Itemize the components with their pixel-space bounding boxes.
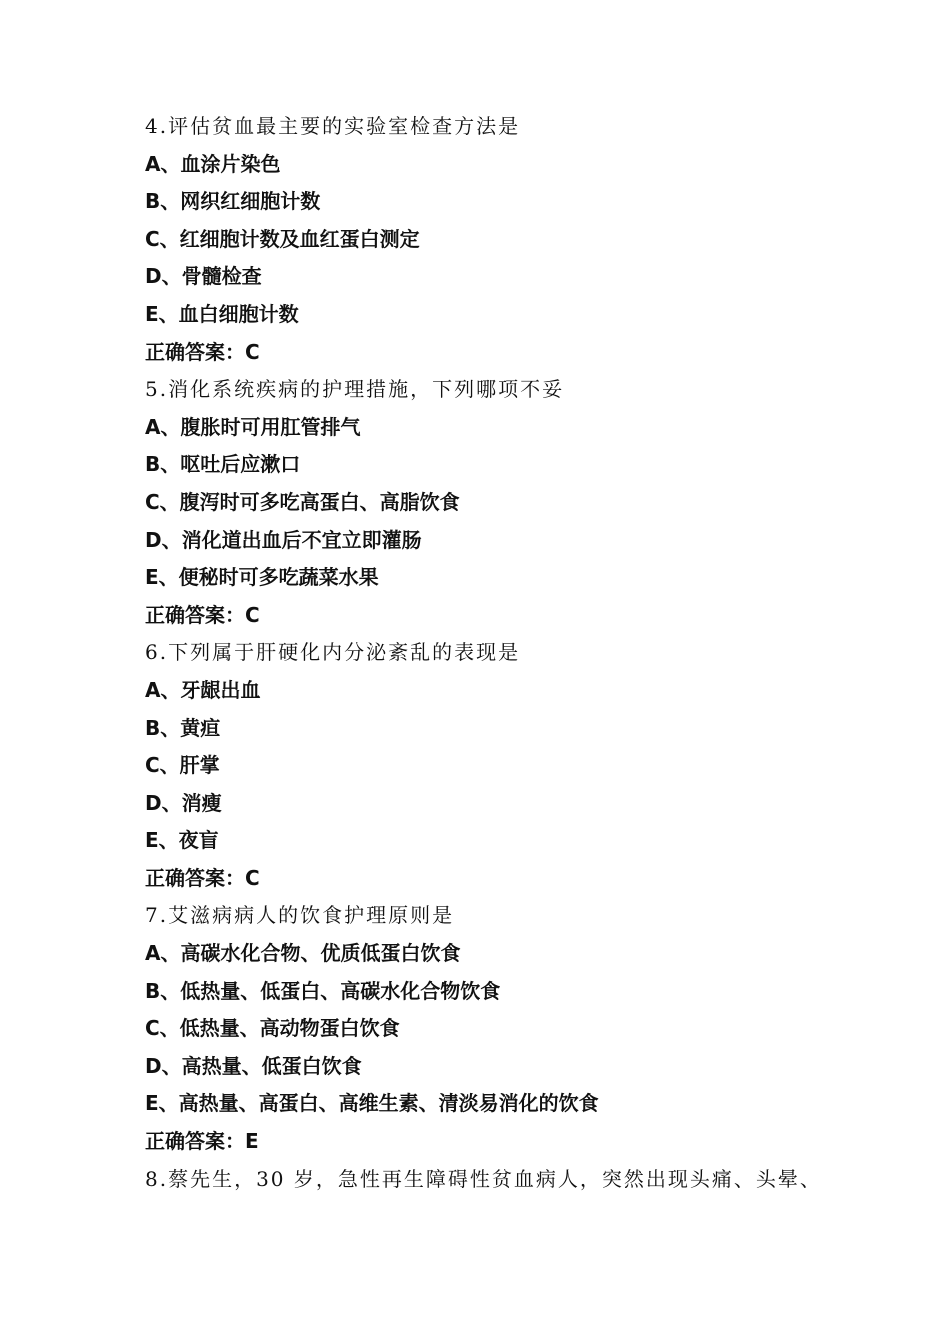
question-list [145, 108, 845, 1198]
question-7-option-a: A、高碳水化合物、优质低蛋白饮食 [145, 941, 461, 966]
question-5-option-d: D、消化道出血后不宜立即灌肠 [145, 527, 422, 552]
question-4-option-c: C、红细胞计数及血红蛋白测定 [145, 226, 420, 251]
question-7-option-b: B、低热量、低蛋白、高碳水化合物饮食 [145, 978, 501, 1003]
question-6-stem: 6.下列属于肝硬化内分泌紊乱的表现是 [145, 640, 521, 665]
question-6-option-e: E、夜盲 [145, 828, 219, 853]
question-4-option-e: E、血白细胞计数 [145, 301, 299, 326]
question-7-option-c: C、低热量、高动物蛋白饮食 [145, 1016, 400, 1041]
question-5-answer: 正确答案：C [145, 602, 260, 627]
question-6-option-b: B、黄疸 [145, 715, 221, 740]
question-7-option-d: D、高热量、低蛋白饮食 [145, 1053, 362, 1078]
question-5-option-b: B、呕吐后应漱口 [145, 452, 301, 477]
question-6-option-c: C、肝掌 [145, 753, 220, 778]
question-5-stem: 5.消化系统疾病的护理措施，下列哪项不妥 [145, 377, 565, 402]
question-8-stem: 8.蔡先生，30 岁，急性再生障碍性贫血病人，突然出现头痛、头晕、 [145, 1166, 822, 1191]
question-4-option-b: B、网织红细胞计数 [145, 189, 321, 214]
question-7-stem: 7.艾滋病病人的饮食护理原则是 [145, 903, 455, 928]
question-7-answer: 正确答案：E [145, 1129, 259, 1154]
question-5-option-a: A、腹胀时可用肛管排气 [145, 414, 361, 439]
question-6-answer: 正确答案：C [145, 865, 260, 890]
question-4-option-a: A、血涂片染色 [145, 151, 281, 176]
question-4-answer: 正确答案：C [145, 339, 260, 364]
question-4-option-d: D、骨髓检查 [145, 264, 262, 289]
question-6-option-d: D、消瘦 [145, 790, 222, 815]
question-5-option-e: E、便秘时可多吃蔬菜水果 [145, 565, 379, 590]
question-5-option-c: C、腹泻时可多吃高蛋白、高脂饮食 [145, 489, 460, 514]
question-6-option-a: A、牙龈出血 [145, 677, 261, 702]
question-7-option-e: E、高热量、高蛋白、高维生素、清淡易消化的饮食 [145, 1091, 599, 1116]
question-4-stem: 4.评估贫血最主要的实验室检查方法是 [145, 114, 521, 138]
